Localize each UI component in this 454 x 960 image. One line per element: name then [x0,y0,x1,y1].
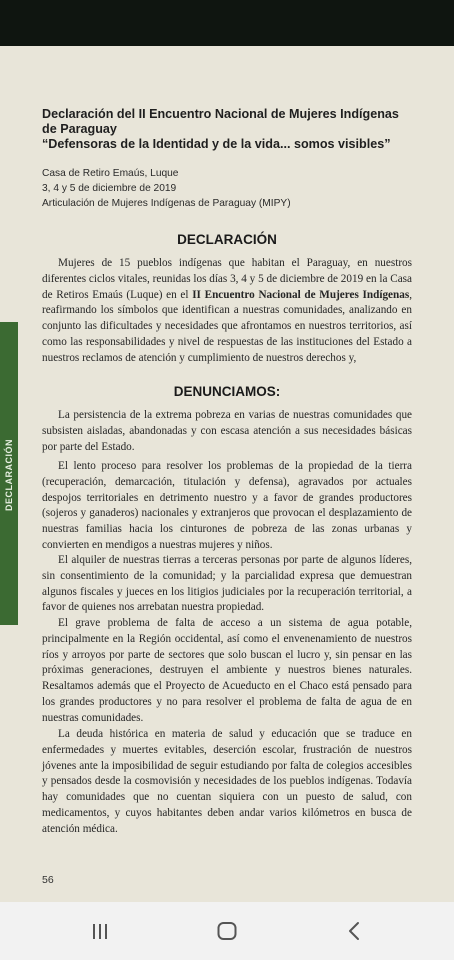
intro-text-after: , reafirmando los símbolos que identifican a nuestras comunidades, analizando en conjunto las dificultades y necesidades que afrontamos en nuestros territorios, así como las responsabilidades y nivel de respuestas de las instituciones del Estado a nuestros reclamos de atención y cumplimiento de nuestros derechos y, [42,288,412,364]
section-side-tab-label: DECLARACIÓN [4,439,14,511]
back-icon [334,915,374,947]
meta-dates: 3, 4 y 5 de diciembre de 2019 [42,183,177,194]
heading-denunciamos: DENUNCIAMOS: [173,384,281,399]
paragraph-salud-educacion: La deuda histórica en materia de salud y educación que se traduce en enfermedades y muertes evitables, deserción escolar, frustración de nuestros jóvenes ante la imposibilidad de seguir estudiando por falta de colegios accesibles y pensados desde la cosmovisión y necesidades de los pueblos indígenas. Todavía hay comunidades que no cuentan siquiera con un puesto de salud, con medicamentos, y cuyos habitantes deben andar varios kilómetros en busca de atención médica. [42,728,412,835]
paragraph-alquiler: El alquiler de nuestras tierras a terceras personas por parte de algunos líderes, sin consentimiento de la comunidad; y la parcialidad expresa que demuestran algunos fiscales y jueces en los litigios judiciales por la recuperación territorial, a favor de quienes nos arrebatan nuestra propiedad. [42,554,412,614]
home-button[interactable] [207,915,247,947]
home-icon [207,915,247,947]
paragraph-agua: El grave problema de falta de acceso a un sistema de agua potable, principalmente en la Región occidental, así como el envenenamiento de nuestros ríos y arroyos por parte de sectores que solo buscan el lucro y, sin pensar en las próximas generaciones, destruyen el ambiente y nuestros bienes naturales. Resaltamos además que el Proyecto de Acueducto en el Chaco está pensado para los grandes productores y no para resolver el problema de falta de agua de en nuestras comunidades. [42,617,412,724]
back-button[interactable] [334,915,374,947]
intro-text-before: Mujeres de 15 pueblos indígenas que habitan el Paraguay, en nuestros diferentes ciclos vitales, reunidas los días 3, 4 y 5 de diciembre de 2019 en la Casa de Retiros Emaús (Luque) en el [42,257,412,301]
intro-paragraph [42,256,412,367]
paragraph-pobreza: La persistencia de la extrema pobreza en varias de nuestras comunidades que subsisten aisladas, abandonadas y con escasa atención a sus necesidades básicas por parte del Estado. [42,409,412,453]
intro-text-bold: II Encuentro Nacional de Mujeres Indígenas [192,288,410,301]
meta-location: Casa de Retiro Emaús, Luque [42,168,179,179]
meta-organization: Articulación de Mujeres Indígenas de Paraguay (MIPY) [42,198,291,209]
recent-apps-button[interactable] [80,915,120,947]
heading-declaracion: DECLARACIÓN [177,232,277,247]
title-line-3: “Defensoras de la Identidad y de la vida... somos visibles” [42,137,391,151]
page-number: 56 [42,874,54,886]
document-title [42,107,422,152]
paragraph-tierra: El lento proceso para resolver los problemas de la propiedad de la tierra (recuperación, demarcación, titulación y defensa), agravados por actuales despojos territoriales en detrimento nuestro y a favor de grandes productores (sojeros y ganaderos) nacionales y extranjeros que provocan el desplazamiento de nuestras familias hacia los cinturones de pobreza de las zonas urbanas y convierten en mendigos a nuestras mujeres y niños. [42,460,412,551]
document-meta [42,166,422,211]
top-dark-bar [0,0,454,46]
title-line-1: Declaración del II Encuentro Nacional de Mujeres Indígenas [42,107,399,121]
title-line-2: de Paraguay [42,122,117,136]
recent-apps-icon [80,915,120,947]
